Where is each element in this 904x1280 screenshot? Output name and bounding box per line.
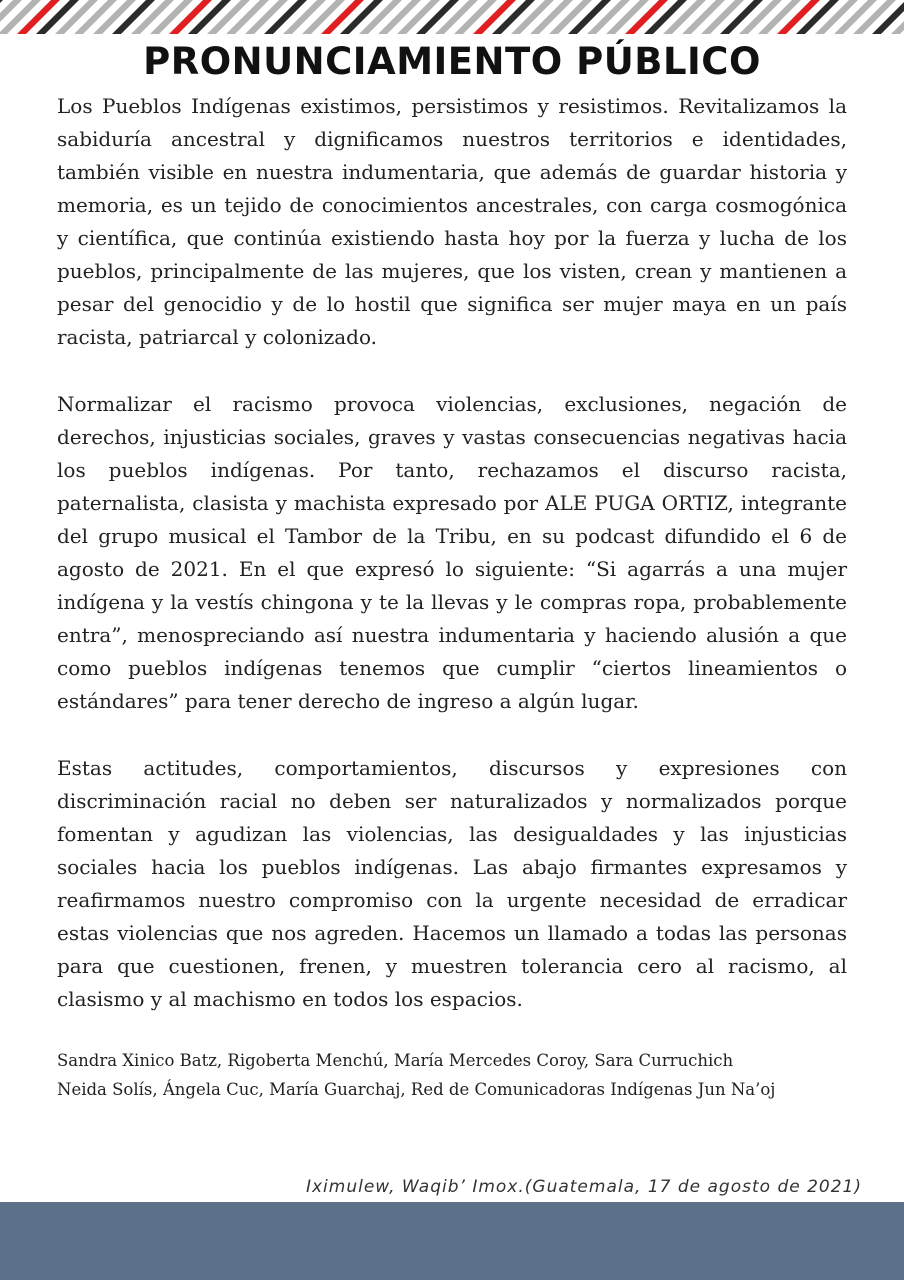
signatories-line-1: Sandra Xinico Batz, Rigoberta Menchú, María Mercedes Coroy, Sara Curruchich — [57, 1051, 734, 1070]
signatories-line-2: Neida Solís, Ángela Cuc, María Guarchaj, Red de Comunicadoras Indígenas Jun Na’oj — [57, 1080, 776, 1099]
footer-bar — [0, 1202, 904, 1280]
paragraph-3: Estas actitudes, comportamientos, discursos y expresiones con discriminación racial no deben ser naturalizados y normalizados porque fomentan y agudizan las violencias, las desigualdades y las injusticias sociales hacia los pueblos indígenas. Las abajo firmantes expresamos y reafirmamos nuestro compromiso con la urgente necesidad de erradicar estas violencias que nos agreden. Hacemos un llamado a todas las personas para que cuestionen, frenen, y muestren tolerancia cero al racismo, al clasismo y al machismo en todos los espacios. — [57, 756, 847, 1011]
paragraph-2: Normalizar el racismo provoca violencias, exclusiones, negación de derechos, injusticias sociales, graves y vastas consecuencias negativas hacia los pueblos indígenas. Por tanto, rechazamos el discurso racista, paternalista, clasista y machista expresado por ALE PUGA ORTIZ, integrante del grupo musical el Tambor de la Tribu, en su podcast difundido el 6 de agosto de 2021. En el que expresó lo siguiente: “Si agarrás a una mujer indígena y la vestís chingona y te la llevas y le compras ropa, probablemente entra”, menospreciando así nuestra indumentaria y haciendo alusión a que como pueblos indígenas tenemos que cumplir “ciertos lineamientos o estándares” para tener derecho de ingreso a algún lugar. — [57, 392, 847, 713]
paragraph-1: Los Pueblos Indígenas existimos, persistimos y resistimos. Revitalizamos la sabiduría ancestral y dignificamos nuestros territorios e identidades, también visible en nuestra indumentaria, que además de guardar historia y memoria, es un tejido de conocimientos ancestrales, con carga cosmogónica y científica, que continúa existiendo hasta hoy por la fuerza y lucha de los pueblos, principalmente de las mujeres, que los visten, crean y mantienen a pesar del genocidio y de lo hostil que significa ser mujer maya en un país racista, patriarcal y colonizado. — [57, 94, 847, 349]
statement-body — [57, 90, 847, 1104]
signatories — [57, 1046, 847, 1104]
page-title: PRONUNCIAMIENTO PÚBLICO — [143, 40, 761, 83]
decorative-stripe-pattern — [0, 0, 904, 34]
place-and-date: Iximulew, Waqib’ Imox.(Guatemala, 17 de agosto de 2021) — [305, 1177, 862, 1197]
